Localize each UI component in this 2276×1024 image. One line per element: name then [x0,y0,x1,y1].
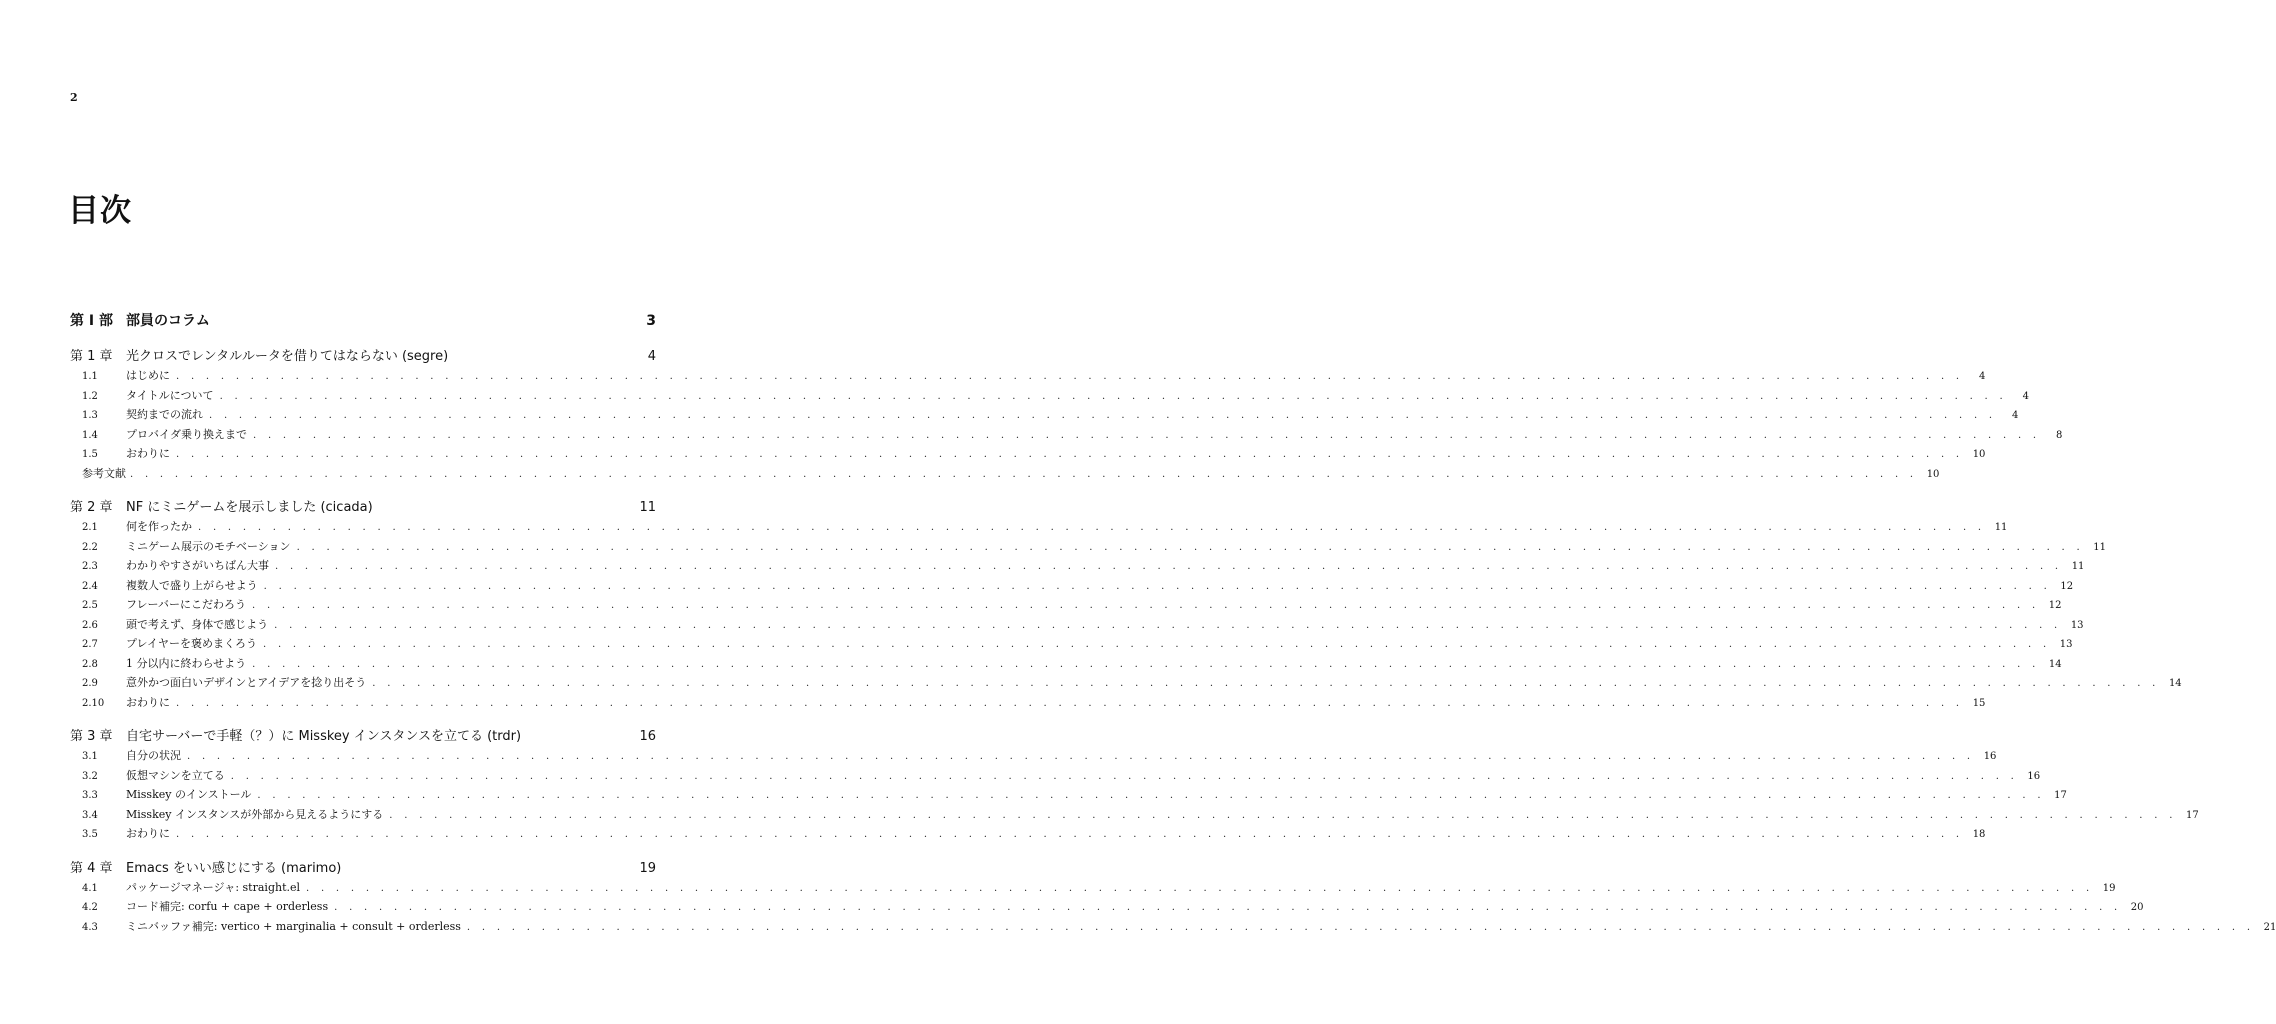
chapter-list [70,334,2276,937]
toc-section-row[interactable] [70,898,2144,918]
section-page: 11 [2093,541,2106,553]
chapter-page: 19 [639,860,656,876]
section-page: 15 [1972,697,1986,709]
section-title: 1 分以内に終わらせよう [126,656,247,670]
section-title: 頭で考えず、身体で感じよう [126,617,269,631]
section-title: はじめに [126,369,170,382]
section-title: 自分の状況 [126,749,181,762]
section-number: 2.1 [82,522,98,533]
section-title: パッケージマネージャ: straight.el [126,880,301,894]
section-title: 契約までの流れ [126,408,203,421]
section-page: 21 [2263,921,2276,933]
section-number: 4.1 [82,882,98,894]
section-title: わかりやすさがいちばん大事 [126,559,269,572]
dot-leader: . . . . . . . . . . . . . . . . . . . . . . . . . . . . . . . . . . . . . . . . . . . . . . . . . . . . . . . . . . . . . . . . . . . . . . . . . . . . . . . . . . . . . . . . . . . . . . . . . . . . . . . . . . . . . . . . . . . . . . . . [334,902,2122,913]
chapter-page: 11 [639,500,656,515]
section-page: 18 [1972,829,1986,840]
dot-leader: . . . . . . . . . . . . . . . . . . . . . . . . . . . . . . . . . . . . . . . . . . . . . . . . . . . . . . . . . . . . . . . . . . . . . . . . . . . . . . . . . . . . . . . . . . . . . . . . . . . . . . . . . . . . . . . . . . . . . . . . [176,449,1964,460]
toc-references-row[interactable] [70,465,1940,485]
toc-section-row[interactable] [70,445,1986,465]
section-number: 3.4 [82,809,98,821]
page-number: 2 [70,91,78,104]
section-page: 10 [1972,449,1986,460]
section-title: おわりに [126,695,170,709]
toc-section-row[interactable] [70,426,2063,446]
toc-section-row[interactable] [70,825,1986,845]
spacer [70,845,656,857]
toc-section-row[interactable] [70,635,2073,655]
toc-section-row[interactable] [70,806,2199,826]
dot-leader: . . . . . . . . . . . . . . . . . . . . . . . . . . . . . . . . . . . . . . . . . . . . . . . . . . . . . . . . . . . . . . . . . . . . . . . . . . . . . . . . . . . . . . . . . . . . . . . . . . . . . . . . . . . . . . . . . . . . . . . . [230,770,2019,782]
section-title: 複数人で盛り上がらせよう [126,578,258,592]
toc-chapter-row[interactable] [70,345,656,367]
section-page: 12 [2060,580,2074,592]
section-number: 2.7 [82,639,98,650]
section-page: 12 [2048,600,2062,611]
part-label: 第 I 部 [70,313,113,329]
dot-leader: . . . . . . . . . . . . . . . . . . . . . . . . . . . . . . . . . . . . . . . . . . . . . . . . . . . . . . . . . . . . . . . . . . . . . . . . . . . . . . . . . . . . . . . . . . . . . . . . . . . . . . . . . . . . . . . . . . . . . . . . [263,639,2051,650]
chapter-title: NF にミニゲームを展示しました (cicada) [126,500,373,515]
chapter-title: 自宅サーバーで手軽（？）に Misskey インスタンスを立てる (trdr) [126,729,522,744]
dot-leader: . . . . . . . . . . . . . . . . . . . . . . . . . . . . . . . . . . . . . . . . . . . . . . . . . . . . . . . . . . . . . . . . . . . . . . . . . . . . . . . . . . . . . . . . . . . . . . . . . . . . . . . . . . . . . . . . . . . . . . . . [263,580,2052,592]
dot-leader: . . . . . . . . . . . . . . . . . . . . . . . . . . . . . . . . . . . . . . . . . . . . . . . . . . . . . . . . . . . . . . . . . . . . . . . . . . . . . . . . . . . . . . . . . . . . . . . . . . . . . . . . . . . . . . . . . . . . . . . . [176,829,1964,840]
section-page: 19 [2102,882,2116,894]
section-number: 4.3 [82,921,98,933]
section-page: 4 [2012,410,2019,421]
chapter-title: Emacs をいい感じにする (marimo) [126,860,342,876]
section-page: 8 [2056,429,2063,441]
toc-chapter-row[interactable] [70,857,656,879]
section-title: 意外かつ面白いデザインとアイデアを捻り出そう [126,676,367,689]
section-title: コード補完: corfu + cape + orderless [126,900,329,913]
dot-leader: . . . . . . . . . . . . . . . . . . . . . . . . . . . . . . . . . . . . . . . . . . . . . . . . . . . . . . . . . . . . . . . . . . . . . . . . . . . . . . . . . . . . . . . . . . . . . . . . . . . . . . . . . . . . . . . . . . . . . . . . [275,561,2063,572]
spacer [70,334,656,345]
dot-leader: . . . . . . . . . . . . . . . . . . . . . . . . . . . . . . . . . . . . . . . . . . . . . . . . . . . . . . . . . . . . . . . . . . . . . . . . . . . . . . . . . . . . . . . . . . . . . . . . . . . . . . . . . . . . . . . . . . . . . . . . [296,541,2084,553]
section-number: 2.4 [82,580,98,592]
chapter-label: 第 4 章 [70,860,113,876]
section-title: タイトルについて [126,388,214,402]
dot-leader: . . . . . . . . . . . . . . . . . . . . . . . . . . . . . . . . . . . . . . . . . . . . . . . . . . . . . . . . . . . . . . . . . . . . . . . . . . . . . . . . . . . . . . . . . . . . . . . . . . . . . . . . . . . . . . . . . . . . . . . . [130,468,1918,480]
section-number: 2.6 [82,619,98,631]
dot-leader: . . . . . . . . . . . . . . . . . . . . . . . . . . . . . . . . . . . . . . . . . . . . . . . . . . . . . . . . . . . . . . . . . . . . . . . . . . . . . . . . . . . . . . . . . . . . . . . . . . . . . . . . . . . . . . . . . . . . . . . . [176,697,1964,709]
toc-chapter-row[interactable] [70,496,656,518]
section-number: 2.10 [82,697,105,709]
section-title: 仮想マシンを立てる [126,768,225,782]
dot-leader: . . . . . . . . . . . . . . . . . . . . . . . . . . . . . . . . . . . . . . . . . . . . . . . . . . . . . . . . . . . . . . . . . . . . . . . . . . . . . . . . . . . . . . . . . . . . . . . . . . . . . . . . . . . . . . . . . . . . . . . . [219,390,2007,402]
toc-section-row[interactable] [70,747,1997,767]
toc-chapter-row[interactable] [70,725,656,747]
section-number: 3.1 [82,751,98,762]
section-title: おわりに [126,447,170,460]
section-number: 2.8 [82,658,98,670]
toc-section-row[interactable] [70,557,2085,577]
section-number: 3.2 [82,770,98,782]
dot-leader: . . . . . . . . . . . . . . . . . . . . . . . . . . . . . . . . . . . . . . . . . . . . . . . . . . . . . . . . . . . . . . . . . . . . . . . . . . . . . . . . . . . . . . . . . . . . . . . . . . . . . . . . . . . . . . . . . . . . . . . . [306,882,2094,894]
section-title: プロバイダ乗り換えまで [126,427,247,441]
dot-leader: . . . . . . . . . . . . . . . . . . . . . . . . . . . . . . . . . . . . . . . . . . . . . . . . . . . . . . . . . . . . . . . . . . . . . . . . . . . . . . . . . . . . . . . . . . . . . . . . . . . . . . . . . . . . . . . . . . . . . . . . [252,600,2040,611]
dot-leader: . . . . . . . . . . . . . . . . . . . . . . . . . . . . . . . . . . . . . . . . . . . . . . . . . . . . . . . . . . . . . . . . . . . . . . . . . . . . . . . . . . . . . . . . . . . . . . . . . . . . . . . . . . . . . . . . . . . . . . . . [176,371,1964,382]
toc-section-row[interactable] [70,655,2062,675]
toc-section-row[interactable] [70,767,2041,787]
section-title: Misskey インスタンスが外部から見えるようにする [126,807,384,821]
section-page: 16 [2027,770,2041,782]
section-page: 14 [2048,658,2062,670]
part-page: 3 [646,313,656,329]
dot-leader: . . . . . . . . . . . . . . . . . . . . . . . . . . . . . . . . . . . . . . . . . . . . . . . . . . . . . . . . . . . . . . . . . . . . . . . . . . . . . . . . . . . . . . . . . . . . . . . . . . . . . . . . . . . . . . . . . . . . . . . . [372,678,2160,689]
toc-title: 目次 [68,193,132,229]
section-number: 2.2 [82,541,98,553]
section-number: 3.5 [82,829,98,840]
section-number: 2.9 [82,678,98,689]
toc-section-row[interactable] [70,786,2067,806]
toc-section-row[interactable] [70,538,2106,558]
toc-section-row[interactable] [70,694,1986,714]
section-number: 4.2 [82,902,98,913]
chapter-label: 第 1 章 [70,349,113,364]
section-title: おわりに [126,827,170,840]
dot-leader: . . . . . . . . . . . . . . . . . . . . . . . . . . . . . . . . . . . . . . . . . . . . . . . . . . . . . . . . . . . . . . . . . . . . . . . . . . . . . . . . . . . . . . . . . . . . . . . . . . . . . . . . . . . . . . . . . . . . . . . . [257,790,2045,801]
section-title: ミニゲーム展示のモチベーション [126,539,291,553]
toc-section-row[interactable] [70,918,2276,938]
section-title: 何を作ったか [126,520,192,533]
section-page: 4 [2022,390,2029,402]
references-page: 10 [1926,468,1940,480]
toc-section-row[interactable] [70,577,2074,597]
toc-section-row[interactable] [70,879,2116,899]
toc-section-row[interactable] [70,367,1986,387]
dot-leader: . . . . . . . . . . . . . . . . . . . . . . . . . . . . . . . . . . . . . . . . . . . . . . . . . . . . . . . . . . . . . . . . . . . . . . . . . . . . . . . . . . . . . . . . . . . . . . . . . . . . . . . . . . . . . . . . . . . . . . . . [274,619,2062,631]
section-number: 2.5 [82,600,98,611]
section-page: 11 [1994,522,2008,533]
section-title: Misskey のインストール [126,788,252,801]
section-title: フレーバーにこだわろう [126,598,247,611]
toc-section-row[interactable] [70,674,2182,694]
dot-leader: . . . . . . . . . . . . . . . . . . . . . . . . . . . . . . . . . . . . . . . . . . . . . . . . . . . . . . . . . . . . . . . . . . . . . . . . . . . . . . . . . . . . . . . . . . . . . . . . . . . . . . . . . . . . . . . . . . . . . . . . [252,658,2040,670]
section-page: 17 [2185,809,2199,821]
chapter-label: 第 2 章 [70,500,113,515]
toc-part-row[interactable] [70,310,656,334]
section-title: ミニバッファ補完: vertico + marginalia + consult + orderless [126,919,461,933]
dot-leader: . . . . . . . . . . . . . . . . . . . . . . . . . . . . . . . . . . . . . . . . . . . . . . . . . . . . . . . . . . . . . . . . . . . . . . . . . . . . . . . . . . . . . . . . . . . . . . . . . . . . . . . . . . . . . . . . . . . . . . . . [389,809,2177,821]
section-number: 3.3 [82,790,98,801]
dot-leader: . . . . . . . . . . . . . . . . . . . . . . . . . . . . . . . . . . . . . . . . . . . . . . . . . . . . . . . . . . . . . . . . . . . . . . . . . . . . . . . . . . . . . . . . . . . . . . . . . . . . . . . . . . . . . . . . . . . . . . . . [209,410,1997,421]
section-title: プレイヤーを褒めまくろう [126,637,258,650]
section-page: 16 [1983,751,1997,762]
section-page: 17 [2054,790,2067,801]
section-number: 1.4 [82,429,98,441]
dot-leader: . . . . . . . . . . . . . . . . . . . . . . . . . . . . . . . . . . . . . . . . . . . . . . . . . . . . . . . . . . . . . . . . . . . . . . . . . . . . . . . . . . . . . . . . . . . . . . . . . . . . . . . . . . . . . . . . . . . . . . . . [187,751,1975,762]
section-number: 1.5 [82,449,98,460]
toc-section-row[interactable] [70,387,2029,407]
chapter-page: 4 [647,349,656,364]
section-page: 13 [2059,639,2073,650]
chapter-label: 第 3 章 [70,729,113,744]
section-page: 14 [2168,678,2182,689]
section-page: 13 [2070,619,2084,631]
toc-section-row[interactable] [70,616,2084,636]
dot-leader: . . . . . . . . . . . . . . . . . . . . . . . . . . . . . . . . . . . . . . . . . . . . . . . . . . . . . . . . . . . . . . . . . . . . . . . . . . . . . . . . . . . . . . . . . . . . . . . . . . . . . . . . . . . . . . . . . . . . . . . . [198,522,1986,533]
section-page: 20 [2130,902,2144,913]
references-title: 参考文献 [82,466,126,480]
toc-section-row[interactable] [70,596,2062,616]
section-page: 11 [2071,561,2085,572]
section-number: 1.2 [82,390,98,402]
spacer [70,484,656,496]
part-title: 部員のコラム [126,313,210,329]
section-number: 1.1 [82,371,98,382]
chapter-page: 16 [639,729,656,744]
chapter-title: 光クロスでレンタルルータを借りてはならない (segre) [126,349,449,364]
table-of-contents [70,310,2276,937]
section-number: 2.3 [82,561,98,572]
spacer [70,713,656,725]
dot-leader: . . . . . . . . . . . . . . . . . . . . . . . . . . . . . . . . . . . . . . . . . . . . . . . . . . . . . . . . . . . . . . . . . . . . . . . . . . . . . . . . . . . . . . . . . . . . . . . . . . . . . . . . . . . . . . . . . . . . . . . . [466,921,2255,933]
toc-section-row[interactable] [70,406,2019,426]
section-page: 4 [1979,371,1986,382]
toc-section-row[interactable] [70,518,2008,538]
dot-leader: . . . . . . . . . . . . . . . . . . . . . . . . . . . . . . . . . . . . . . . . . . . . . . . . . . . . . . . . . . . . . . . . . . . . . . . . . . . . . . . . . . . . . . . . . . . . . . . . . . . . . . . . . . . . . . . . . . . . . . . . [253,429,2041,441]
section-number: 1.3 [82,410,98,421]
